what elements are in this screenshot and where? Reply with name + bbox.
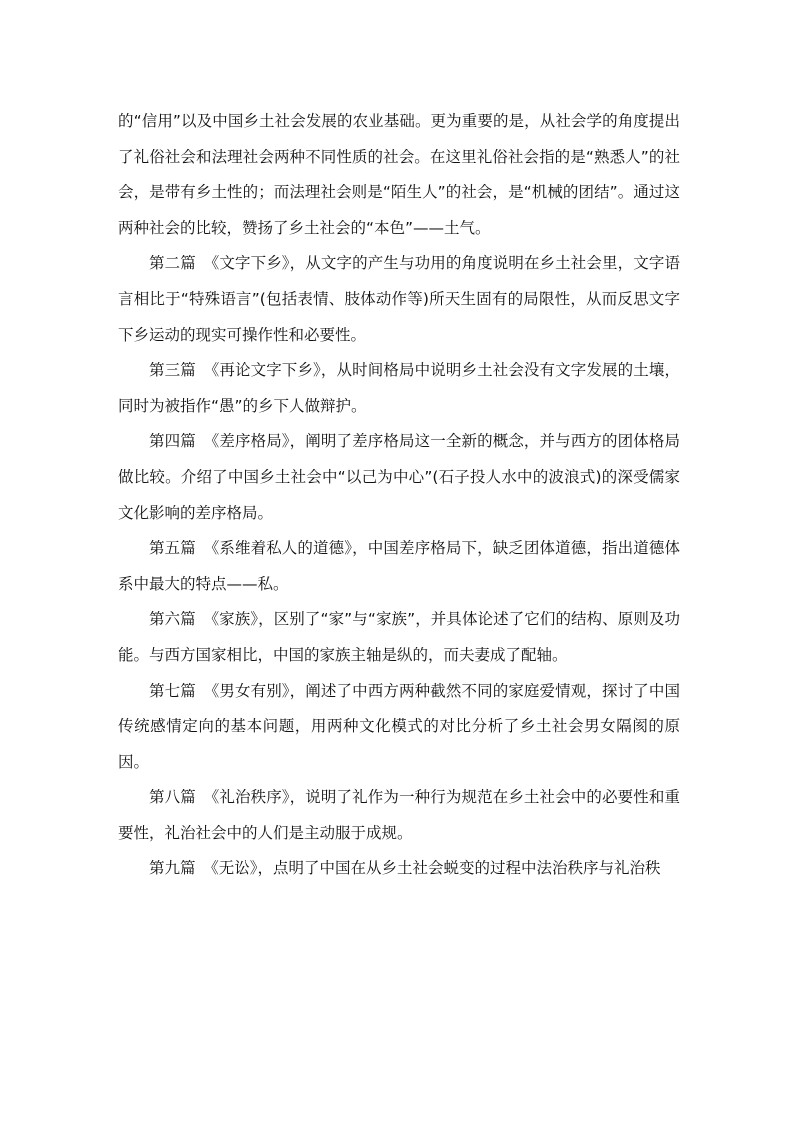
paragraph-chapter-5: 第五篇 《系维着私人的道德》，中国差序格局下，缺乏团体道德，指出道德体系中最大的特点——私。 [118,539,680,593]
paragraph-chapter-6: 第六篇 《家族》，区别了“家”与“家族”，并具体论述了它们的结构、原则及功能。与西方国家相比，中国的家族主轴是纵的，而夫妻成了配轴。 [118,610,680,664]
paragraph-chapter-4: 第四篇 《差序格局》，阐明了差序格局这一全新的概念，并与西方的团体格局做比较。介绍了中国乡土社会中“以己为中心”(石子投人水中的波浪式)的深受儒家文化影响的差序格局。 [118,432,680,522]
paragraph-chapter-7: 第七篇 《男女有别》，阐述了中西方两种截然不同的家庭爱情观，探讨了中国传统感情定向的基本问题，用两种文化模式的对比分析了乡土社会男女隔阂的原因。 [118,681,680,771]
document-page [118,104,680,887]
paragraph-chapter-2: 第二篇 《文字下乡》，从文字的产生与功用的角度说明在乡土社会里，文字语言相比于“特殊语言”(包括表情、肢体动作等)所天生固有的局限性，从而反思文字下乡运动的现实可操作性和必要性。 [118,254,680,344]
paragraph-chapter-8: 第八篇 《礼治秩序》，说明了礼作为一种行为规范在乡土社会中的必要性和重要性，礼治社会中的人们是主动服于成规。 [118,788,680,842]
paragraph-chapter-9: 第九篇 《无讼》，点明了中国在从乡土社会蜕变的过程中法治秩序与礼治秩 [149,859,661,878]
paragraph-continuation: 的“信用”以及中国乡土社会发展的农业基础。更为重要的是，从社会学的角度提出了礼俗社会和法理社会两种不同性质的社会。在这里礼俗社会指的是“熟悉人”的社会，是带有乡土性的；而法理社会则是“陌生人”的社会，是“机械的团结”。通过这两种社会的比较，赞扬了乡土社会的“本色”——土气。 [118,112,680,237]
paragraph-chapter-3: 第三篇 《再论文字下乡》，从时间格局中说明乡土社会没有文字发展的土壤，同时为被指作“愚”的乡下人做辩护。 [118,361,680,415]
